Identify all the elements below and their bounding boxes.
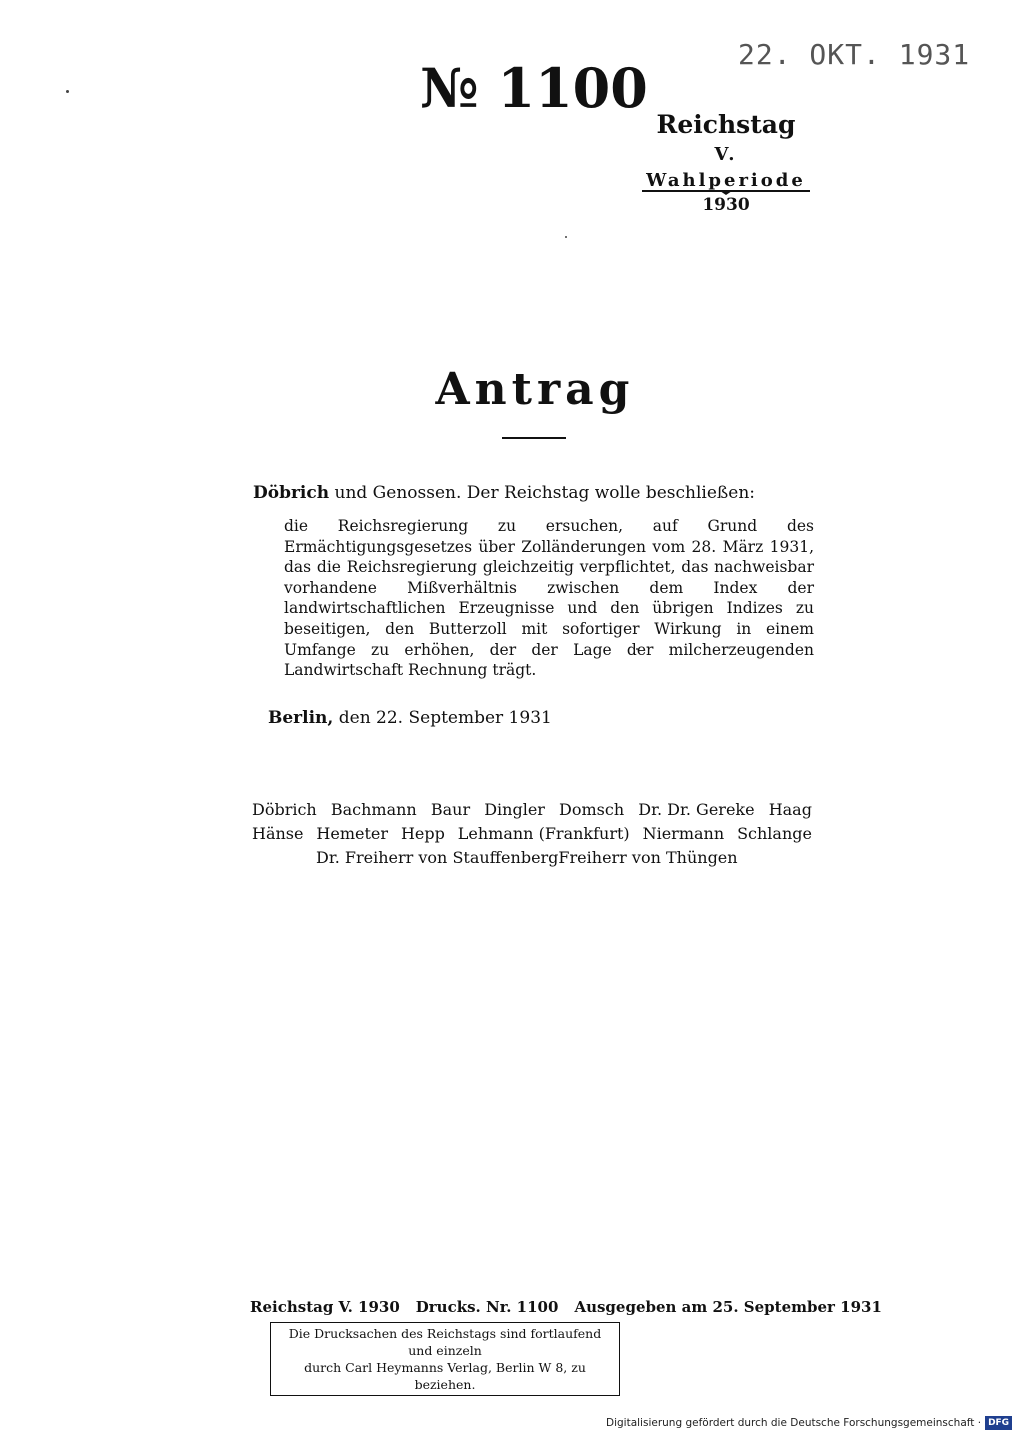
publisher-notice-line-2: durch Carl Heymanns Verlag, Berlin W 8, zu beziehen. — [304, 1360, 586, 1392]
header-block — [640, 108, 812, 216]
motion-intro — [253, 482, 813, 504]
intro-name: Döbrich — [253, 483, 330, 503]
digitization-credit — [606, 1416, 1012, 1430]
signatory: Lehmann (Frankfurt) — [457, 824, 630, 843]
signatory: Schlange — [737, 824, 812, 843]
header-rule — [640, 186, 812, 196]
intro-text: und Genossen. Der Reichstag wolle beschließen: — [334, 483, 756, 503]
signatory: Hemeter — [316, 824, 389, 843]
scan-speck — [565, 236, 567, 238]
publisher-notice-line-1: Die Drucksachen des Reichstags sind fortlaufend und einzeln — [288, 1326, 602, 1358]
document-number: № 1100 — [420, 56, 648, 120]
signatory: Haag — [768, 800, 812, 819]
publisher-notice-box — [270, 1322, 620, 1396]
signatory: Döbrich — [252, 800, 317, 819]
header-year: 1930 — [702, 195, 750, 215]
signatories-row-2 — [252, 824, 812, 843]
motion-body: die Reichsregierung zu ersuchen, auf Grund des Ermächtigungsgesetzes über Zolländerungen vom 28. März 1931, das die Reichsregierung gleichzeitig verpflichtet, das nachweisbar vorhandene Mißverhältnis zwischen dem Index der landwirtschaftlichen Erzeugnisse und den übrigen Indizes zu beseitigen, den Butterzoll mit sofortiger Wirkung in einem Umfange zu erhöhen, der der Lage der milcherzeugenden Landwirtschaft Rechnung trägt. — [284, 517, 814, 680]
signatory: Dr. Dr. Gereke — [638, 800, 755, 819]
signatory: Niermann — [642, 824, 725, 843]
footer-drucksache: Drucks. Nr. 1100 — [415, 1298, 559, 1316]
signatory: Dingler — [484, 800, 545, 819]
received-date-stamp: 22. OKT. 1931 — [738, 38, 971, 71]
signatory: Bachmann — [330, 800, 417, 819]
signatory: Freiherr von Thüngen — [558, 848, 738, 867]
signatory: Hänse — [252, 824, 304, 843]
signatory: Domsch — [559, 800, 625, 819]
scan-speck — [66, 90, 69, 93]
signatory: Hepp — [400, 824, 445, 843]
footer-issued: Ausgegeben am 25. September 1931 — [574, 1298, 882, 1316]
footer-reichstag: Reichstag V. 1930 — [250, 1298, 400, 1316]
signatories-row-1 — [252, 800, 812, 819]
footer-imprint — [250, 1298, 882, 1316]
dfg-logo: DFG — [985, 1416, 1012, 1430]
signatories-row-3 — [316, 848, 738, 867]
page-title: Antrag — [435, 364, 635, 415]
signatory: Dr. Freiherr von Stauffenberg — [316, 848, 559, 867]
header-period: V. Wahlperiode — [646, 144, 806, 191]
date-place: Berlin, — [268, 708, 334, 728]
credit-text: Digitalisierung gefördert durch die Deutsche Forschungsgemeinschaft · — [606, 1417, 982, 1429]
date-line — [268, 708, 552, 728]
title-divider — [502, 437, 566, 439]
header-institution: Reichstag — [656, 110, 796, 139]
signatory: Baur — [430, 800, 471, 819]
date-value: den 22. September 1931 — [338, 708, 552, 728]
